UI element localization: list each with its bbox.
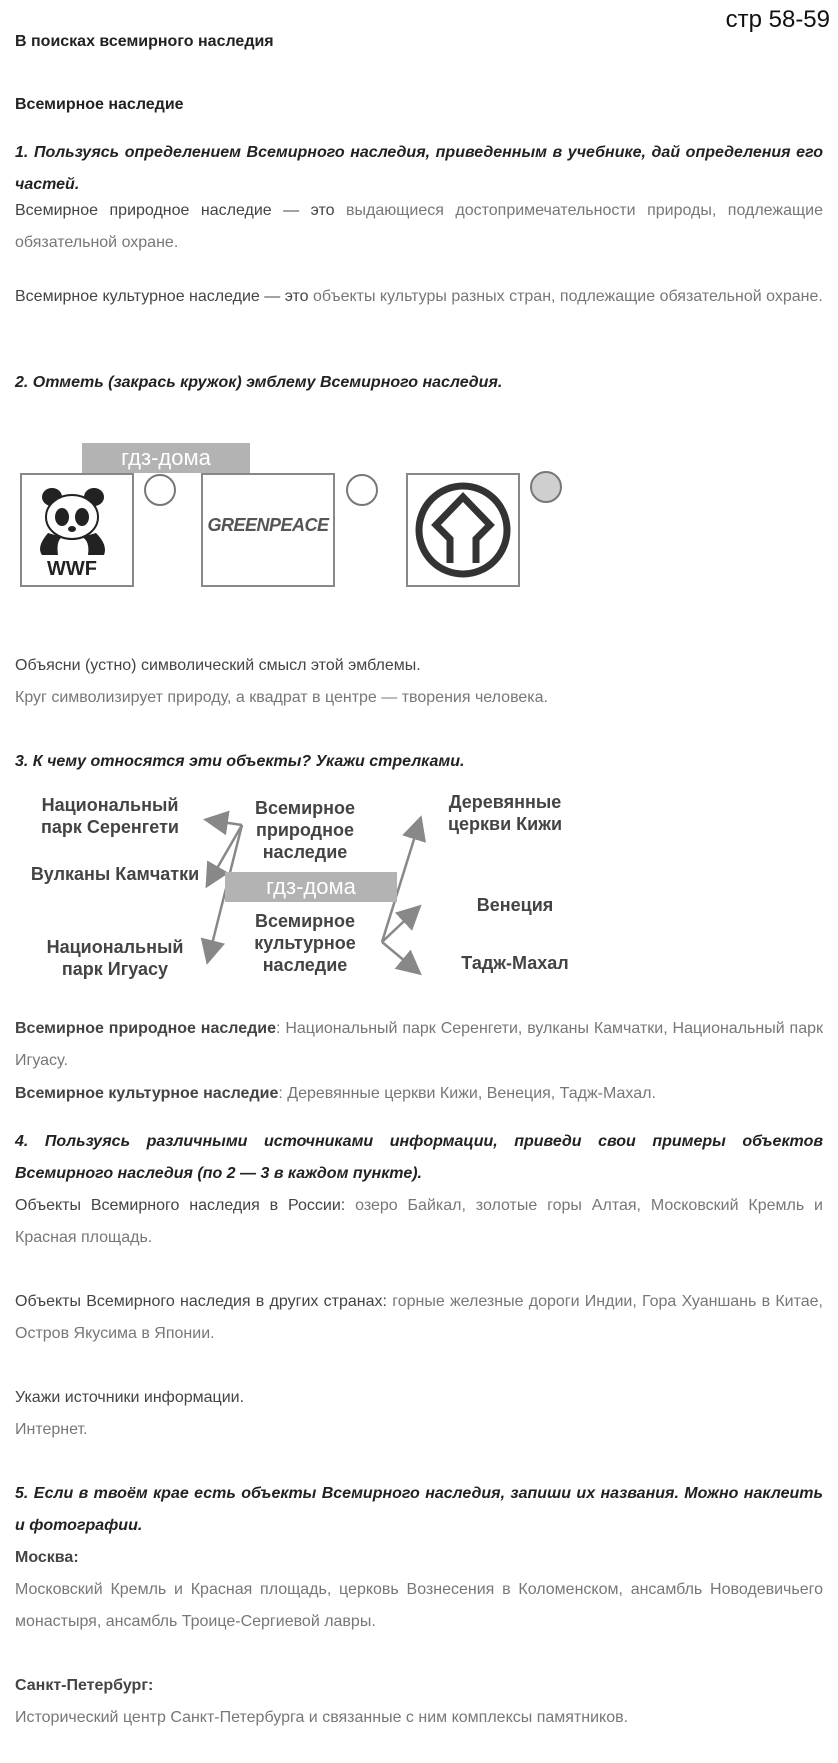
- page-title: В поисках всемирного наследия: [15, 33, 274, 50]
- q1-cultural-label: Всемирное культурное наследие — это: [15, 288, 314, 305]
- question-1: 1. Пользуясь определением Всемирного наследия, приведенным в учебнике, дай определения его частей.: [15, 144, 823, 193]
- option-circle-world-heritage[interactable]: [530, 471, 562, 503]
- q2-explain-answer: Круг символизирует природу, а квадрат в центре — творения человека.: [15, 689, 548, 706]
- q5-moscow-answer: Московский Кремль и Красная площадь, церковь Вознесения в Коломенском, ансамбль Новодевичьего монастыря, ансамбль Троице-Сергиевой лавры.: [15, 1581, 823, 1630]
- greenpeace-logo: [201, 473, 335, 587]
- item-kizhi: Деревянные церкви Кижи: [447, 792, 563, 834]
- item-iguazu: Национальный парк Игуасу: [46, 937, 184, 979]
- q3-cultural-answer: : Деревянные церкви Кижи, Венеция, Тадж-Махал.: [278, 1085, 656, 1102]
- wwf-logo: [20, 473, 134, 587]
- q4-russia: Объекты Всемирного наследия в России: озеро Байкал, золотые горы Алтая, Московский Кремль и Красная площадь.: [15, 1197, 823, 1246]
- watermark-2: гдз-дома: [225, 872, 397, 902]
- q5-spb-answer: Исторический центр Санкт-Петербурга и связанные с ним комплексы памятников.: [15, 1709, 629, 1726]
- question-3: 3. К чему относятся эти объекты? Укажи стрелками.: [15, 753, 465, 770]
- question-2: 2. Отметь (закрась кружок) эмблему Всемирного наследия.: [15, 374, 503, 391]
- svg-text:WWF: WWF: [47, 558, 97, 580]
- section-title: Всемирное наследие: [15, 96, 184, 113]
- q1-natural-answer: выдающиеся достопримечательности природы, подлежащие обязательной охране.: [15, 202, 824, 251]
- item-taj-mahal: Тадж-Махал: [461, 953, 569, 973]
- q3-cultural-result: [15, 1078, 823, 1110]
- q1-cultural-definition: [15, 281, 823, 313]
- center-cultural-heritage: Всемирное культурное наследие: [254, 911, 356, 975]
- q2-explain-label: Объясни (устно) символический смысл этой эмблемы.: [15, 657, 421, 674]
- q3-natural-answer: : Национальный парк Серенгети, вулканы Камчатки, Национальный парк Игуасу.: [15, 1020, 823, 1069]
- center-natural-heritage: Всемирное природное наследие: [254, 798, 356, 862]
- q1-natural-label: Всемирное природное наследие — это: [15, 202, 347, 219]
- arrows-diagram: [0, 780, 838, 1010]
- q5-spb-label: Санкт-Петербург:: [15, 1677, 154, 1694]
- q4-sources-label: Укажи источники информации.: [15, 1389, 245, 1406]
- q4-other-countries: Объекты Всемирного наследия в других странах: горные железные дороги Индии, Гора Хуаншань в Китае, Остров Якусима в Японии.: [15, 1293, 824, 1342]
- greenpeace-text: GREENPEACE: [207, 515, 329, 535]
- q1-cultural-answer: объекты культуры разных стран, подлежащие обязательной охране.: [313, 288, 823, 305]
- world-heritage-icon: [408, 475, 518, 585]
- item-venice: Венеция: [476, 895, 554, 915]
- q4-sources-answer: Интернет.: [15, 1421, 88, 1438]
- q3-natural-result: [15, 1013, 823, 1077]
- q5-moscow-label: Москва:: [15, 1549, 79, 1566]
- world-heritage-emblem: [406, 473, 520, 587]
- question-4: 4. Пользуясь различными источниками информации, приведи свои примеры объектов Всемирного наследия (по 2 — 3 в каждом пункте).: [15, 1133, 823, 1182]
- option-circle-wwf[interactable]: [144, 474, 176, 506]
- item-serengeti: Национальный парк Серенгети: [41, 795, 179, 837]
- panda-icon: [22, 475, 132, 585]
- item-kamchatka: Вулканы Камчатки: [30, 864, 200, 884]
- q1-natural-definition: [15, 195, 823, 259]
- watermark: гдз-дома: [82, 443, 250, 473]
- question-5: 5. Если в твоём крае есть объекты Всемирного наследия, запиши их названия. Можно наклеить и фотографии.: [15, 1485, 823, 1534]
- q3-natural-label: Всемирное природное наследие: [15, 1020, 276, 1037]
- q3-cultural-label: Всемирное культурное наследие: [15, 1085, 279, 1102]
- page-number: стр 58-59: [725, 6, 830, 33]
- option-circle-greenpeace[interactable]: [346, 474, 378, 506]
